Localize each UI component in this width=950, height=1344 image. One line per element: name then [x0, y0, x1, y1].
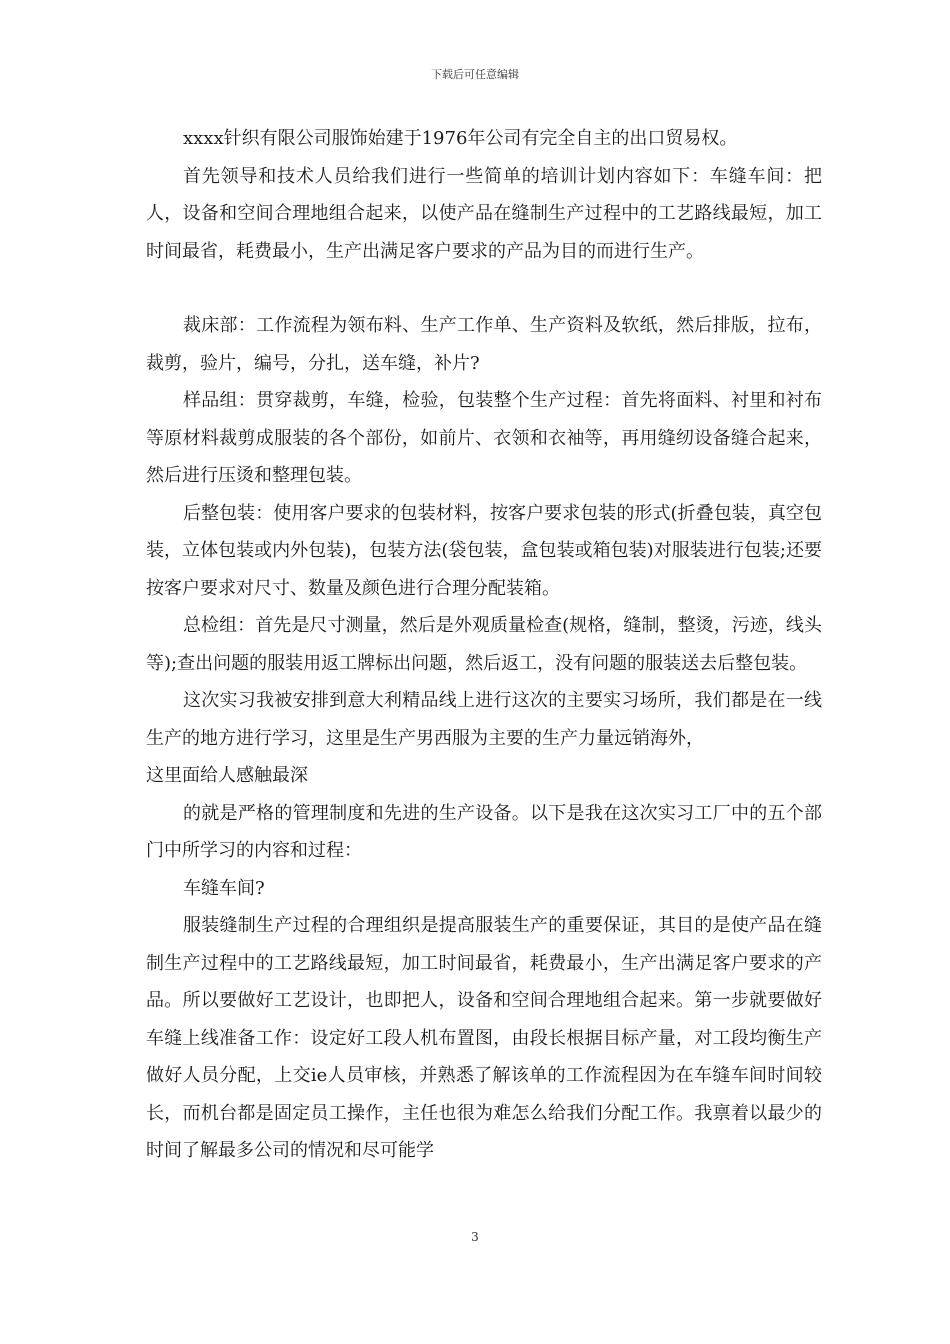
paragraph-management: 的就是严格的管理制度和先进的生产设备。以下是我在这次实习工厂中的五个部门中所学习的内容和过程： [146, 802, 822, 861]
page-header: 下载后可任意编辑 [431, 68, 519, 81]
page-number: 3 [471, 1230, 479, 1244]
paragraph-inspection: 总检组：首先是尺寸测量，然后是外观质量检查(规格，缝制，整烫，污迹，线头等);查出问题的服装用返工牌标出问题，然后返工，没有问题的服装送去后整包装。 [146, 615, 822, 674]
paragraph-internship-line: 这次实习我被安排到意大利精品线上进行这次的主要实习场所，我们都是在一线生产的地方进行学习，这里是生产男西服为主要的生产力量远销海外， [146, 690, 822, 749]
paragraph-packaging: 后整包装：使用客户要求的包装材料，按客户要求包装的形式(折叠包装，真空包装，立体包装或内外包装)，包装方法(袋包装，盒包装或箱包装)对服装进行包装;还要按客户要求对尺寸、数量及颜色进行合理分配装箱。 [146, 502, 822, 599]
paragraph-cutting-dept: 裁床部：工作流程为领布料、生产工作单、生产资料及软纸，然后排版，拉布，裁剪，验片，编号，分扎，送车缝，补片? [146, 315, 822, 374]
paragraph-sewing-process: 服装缝制生产过程的合理组织是提高服装生产的重要保证，其目的是使产品在缝制生产过程中的工艺路线最短，加工时间最省，耗费最小，生产出满足客户要求的产品。所以要做好工艺设计，也即把人，设备和空间合理地组合起来。第一步就要做好车缝上线准备工作：设定好工段人机布置图，由段长根据目标产量，对工段均衡生产做好人员分配，上交ie人员审核，并熟悉了解该单的工作流程因为在车缝车间时间较长，而机台都是固定员工操作，主任也很为难怎么给我们分配工作。我禀着以最少的时间了解最多公司的情况和尽可能学 [146, 915, 822, 1161]
document-body [146, 120, 822, 1170]
paragraph-gap [146, 270, 822, 307]
paragraph-training-plan: 首先领导和技术人员给我们进行一些简单的培训计划内容如下：车缝车间：把人，设备和空间合理地组合起来，以使产品在缝制生产过程中的工艺路线最短，加工时间最省，耗费最小，生产出满足客户要求的产品为目的而进行生产。 [146, 165, 822, 262]
paragraph-company-intro: xxxx针织有限公司服饰始建于1976年公司有完全自主的出口贸易权。 [183, 128, 738, 149]
paragraph-impression: 这里面给人感触最深 [146, 765, 308, 786]
section-heading-sewing: 车缝车间? [183, 877, 265, 899]
paragraph-sample-group: 样品组：贯穿裁剪，车缝，检验，包装整个生产过程：首先将面料、衬里和衬布等原材料裁剪成服装的各个部份，如前片、衣领和衣袖等，再用缝纫设备缝合起来，然后进行压烫和整理包装。 [146, 390, 822, 486]
